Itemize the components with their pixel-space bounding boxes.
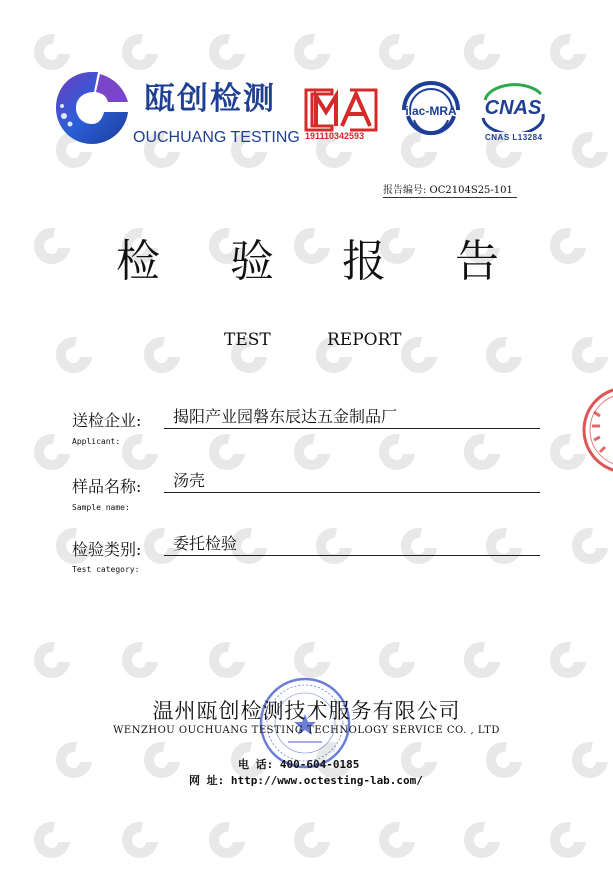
company-name-chinese: 温州瓯创检测技术服务有限公司 — [152, 699, 461, 723]
applicant-label-en: Applicant: — [72, 437, 121, 446]
watermark-logo-icon — [570, 740, 610, 780]
watermark-logo-icon — [207, 432, 247, 472]
watermark-logo-icon — [462, 32, 502, 72]
watermark-logo-icon — [377, 640, 417, 680]
title-english-test: TEST — [224, 330, 271, 350]
phone-number: 电 话: 400-604-0185 — [238, 758, 360, 771]
watermark-logo-icon — [120, 640, 160, 680]
watermark-logo-icon — [292, 32, 332, 72]
watermark-logo-icon — [120, 432, 160, 472]
watermark-logo-icon — [207, 32, 247, 72]
watermark-logo-icon — [377, 820, 417, 860]
watermark-logo-icon — [548, 820, 588, 860]
title-char: 报 — [342, 236, 386, 287]
cma-seal-icon — [302, 86, 380, 134]
watermark-logo-icon — [32, 32, 72, 72]
logo-chinese-text: 瓯创检测 — [144, 81, 276, 117]
watermark-logo-icon — [32, 432, 72, 472]
applicant-value: 揭阳产业园磐东辰达五金制品厂 — [164, 406, 540, 429]
watermark-logo-icon — [570, 526, 610, 566]
test-category-label-en: Test category: — [72, 565, 140, 574]
website-url[interactable]: 网 址: http://www.octesting-lab.com/ — [189, 774, 423, 787]
company-name-english: WENZHOU OUCHUANG TESTING TECHNOLOGY SERVICE CO. , LTD — [113, 725, 500, 736]
watermark-logo-icon — [570, 130, 610, 170]
title-chinese — [0, 236, 613, 300]
watermark-logo-icon — [207, 640, 247, 680]
sample-name-value: 汤壳 — [164, 470, 540, 493]
watermark-logo-icon — [462, 640, 502, 680]
sample-name-label-en: Sample name: — [72, 503, 130, 512]
watermark-logo-icon — [484, 335, 524, 375]
watermark-logo-icon — [462, 820, 502, 860]
watermark-logo-icon — [570, 335, 610, 375]
ouchuang-logo-icon — [52, 68, 132, 148]
watermark-logo-icon — [32, 820, 72, 860]
watermark-logo-icon — [120, 820, 160, 860]
watermark-logo-icon — [377, 432, 417, 472]
svg-text:ilac-MRA: ilac-MRA — [405, 104, 457, 118]
test-category-label: 检验类别: — [72, 540, 142, 559]
watermark-logo-icon — [142, 335, 182, 375]
logo-english-text: OUCHUANG TESTING — [133, 129, 300, 146]
watermark-logo-icon — [292, 820, 332, 860]
cnas-logo-icon — [477, 80, 549, 132]
title-english-report: REPORT — [327, 330, 402, 350]
watermark-logo-icon — [32, 640, 72, 680]
watermark-logo-icon — [120, 32, 160, 72]
watermark-logo-icon — [292, 432, 332, 472]
watermark-logo-icon — [292, 640, 332, 680]
sample-name-label: 样品名称: — [72, 477, 142, 496]
svg-text:CNAS: CNAS — [484, 97, 542, 119]
watermark-logo-icon — [484, 740, 524, 780]
title-char: 验 — [230, 236, 274, 287]
cma-number: 191110342593 — [305, 131, 365, 141]
cnas-number: CNAS L13284 — [485, 133, 543, 142]
watermark-logo-icon — [462, 432, 502, 472]
watermark-logo-icon — [548, 32, 588, 72]
watermark-logo-icon — [54, 335, 94, 375]
title-char: 告 — [455, 236, 499, 287]
watermark-logo-icon — [142, 740, 182, 780]
watermark-logo-icon — [207, 820, 247, 860]
applicant-label: 送检企业: — [72, 411, 142, 430]
watermark-logo-icon — [377, 32, 417, 72]
report-number: 报告编号: OC2104S25-101 — [383, 181, 517, 198]
test-category-value: 委托检验 — [164, 533, 540, 556]
watermark-logo-icon — [548, 640, 588, 680]
title-char: 检 — [116, 236, 160, 287]
red-seal-icon — [578, 382, 613, 478]
watermark-logo-icon — [399, 335, 439, 375]
watermark-logo-icon — [54, 740, 94, 780]
ilac-mra-logo-icon — [398, 80, 464, 142]
